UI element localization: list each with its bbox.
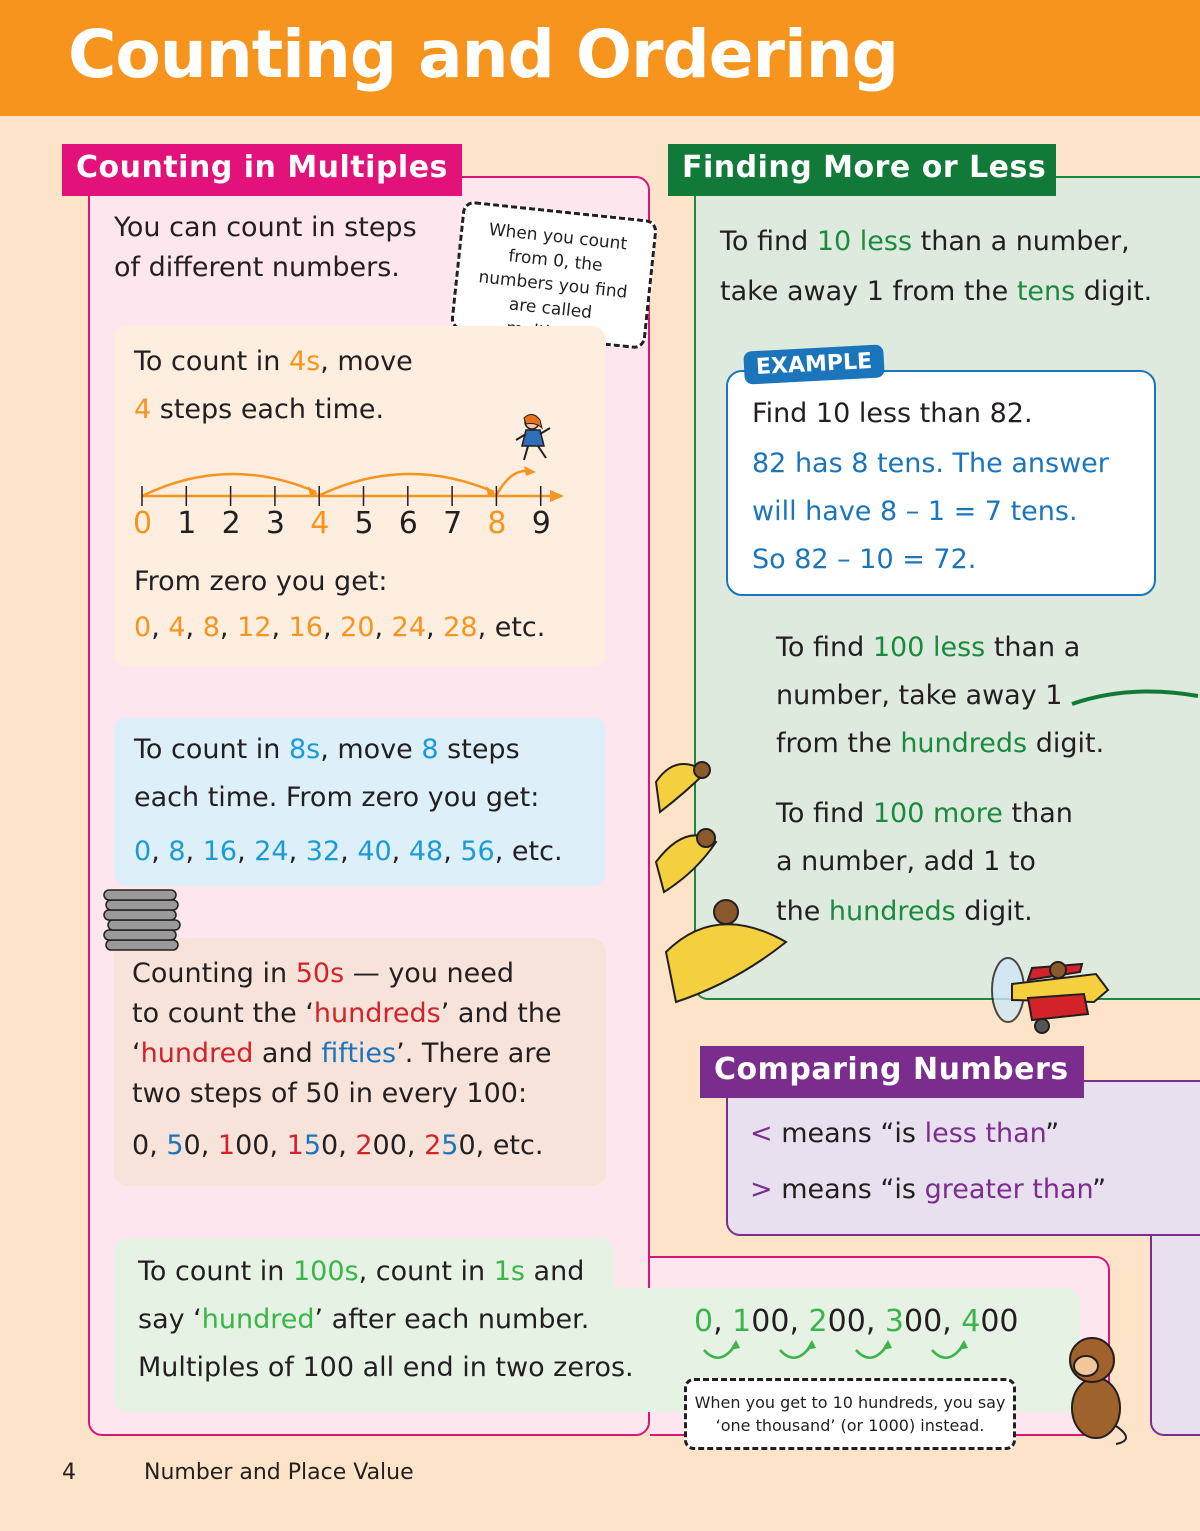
- hundreds-line-3: Multiples of 100 all end in two zeros.: [138, 1352, 634, 1383]
- sequence-separator: ,: [942, 1304, 962, 1339]
- compare-panel-extension: [1150, 1236, 1200, 1436]
- number-line-label: 1: [177, 506, 197, 541]
- hundred-more-line-1: To find 100 more than: [776, 798, 1073, 829]
- number-line-label: 9: [531, 506, 551, 541]
- multiples-note: When you count from 0, the numbers you find are called: [450, 200, 659, 350]
- section-tab-compare: Comparing Numbers: [700, 1046, 1084, 1098]
- fours-multiple: 16: [288, 612, 323, 643]
- fifties-line-4: two steps of 50 in every 100:: [132, 1078, 528, 1109]
- number-line-label: 4: [310, 506, 330, 541]
- hundreds-multiple: 300: [884, 1304, 943, 1339]
- sequence-separator: ,: [426, 612, 444, 643]
- fifties-sequence: 0, 50, 100, 150, 200, 250, etc.: [132, 1130, 544, 1161]
- fours-line-1: To count in 4s, move: [134, 346, 413, 377]
- fours-multiple: 0: [134, 612, 152, 643]
- fifties-multiple: 200: [355, 1130, 407, 1161]
- eights-multiple: 0: [134, 836, 152, 867]
- thousand-note: When you get to 10 hundreds, you say ‘one thousand’ (or 1000) instead.: [684, 1378, 1016, 1450]
- fifties-line-1: Counting in 50s — you need: [132, 958, 514, 989]
- multiples-intro: You can count in steps of different numbers.: [114, 212, 417, 283]
- sequence-separator: ,: [288, 836, 306, 867]
- sequence-separator: ,: [374, 612, 392, 643]
- sequence-separator: ,: [340, 836, 358, 867]
- monkey-banana-icon: [646, 752, 796, 1022]
- section-tab-multiples: Counting in Multiples: [62, 144, 462, 196]
- sequence-separator: ,: [477, 612, 495, 643]
- jump-arc-2: [318, 474, 494, 496]
- hundreds-line-1: To count in 100s, count in 1s and: [138, 1256, 585, 1287]
- hundreds-line-2: say ‘hundred’ after each number.: [138, 1304, 590, 1335]
- girl-jumping-icon: [514, 412, 554, 468]
- fifties-multiple: 100: [217, 1130, 270, 1161]
- eights-multiple: 24: [254, 836, 289, 867]
- example-line-3: will have 8 – 1 = 7 tens.: [752, 496, 1078, 527]
- number-line-label: 6: [398, 506, 418, 541]
- fours-multiple: 20: [340, 612, 375, 643]
- hundred-less-line-2: number, take away 1: [776, 680, 1063, 711]
- example-line-2: 82 has 8 tens. The answer: [752, 448, 1109, 479]
- example-line-4: So 82 – 10 = 72.: [752, 544, 977, 575]
- fours-multiple: 24: [391, 612, 427, 643]
- number-line-label: 5: [354, 506, 374, 541]
- hundreds-multiple: 0: [694, 1304, 714, 1339]
- sequence-separator: ,: [269, 1130, 287, 1161]
- sequence-separator: ,: [271, 612, 289, 643]
- section-tab-more-less: Finding More or Less: [668, 144, 1056, 196]
- fifties-multiple: 50: [166, 1130, 201, 1161]
- fifties-multiple: 250: [424, 1130, 476, 1161]
- coin-stack-icon: [100, 888, 184, 958]
- eights-multiple: 32: [305, 836, 341, 867]
- example-line-1: Find 10 less than 82.: [752, 398, 1033, 429]
- sequence-separator: ,: [185, 836, 203, 867]
- fours-sequence: 0, 4, 8, 12, 16, 20, 24, 28, etc.: [134, 612, 546, 643]
- sequence-separator: ,: [713, 1304, 733, 1339]
- eights-line-2: each time. From zero you get:: [134, 782, 540, 813]
- sequence-separator: ,: [391, 836, 409, 867]
- fours-multiple: 8: [202, 612, 220, 643]
- page-title: Counting and Ordering: [68, 16, 898, 93]
- greater-than-line: > means “is greater than”: [750, 1174, 1107, 1205]
- number-line-label: 8: [487, 506, 507, 541]
- sequence-separator: ,: [406, 1130, 425, 1161]
- eights-line-1: To count in 8s, move 8 steps: [134, 734, 520, 765]
- fours-multiple: 4: [168, 612, 186, 643]
- number-line-label: 7: [443, 506, 463, 541]
- hundred-more-line-3: the hundreds digit.: [776, 896, 1033, 927]
- eights-multiple: 48: [408, 836, 444, 867]
- ten-less-line-2: take away 1 from the tens digit.: [720, 276, 1153, 307]
- number-line-label: 2: [221, 506, 241, 541]
- sequence-separator: ,: [237, 836, 255, 867]
- hundred-less-line-3: from the hundreds digit.: [776, 728, 1105, 759]
- monkey-sitting-icon: [1056, 1330, 1140, 1446]
- eights-sequence: 0, 8, 16, 24, 32, 40, 48, 56, etc.: [134, 836, 563, 867]
- fours-line-2: 4 steps each time.: [134, 394, 385, 425]
- jump-arc-1: [142, 474, 316, 496]
- eights-multiple: 40: [357, 836, 392, 867]
- page-number: 4: [62, 1460, 76, 1485]
- eights-multiple: 8: [168, 836, 186, 867]
- sequence-separator: ,: [494, 836, 512, 867]
- sequence-separator: ,: [149, 1130, 167, 1161]
- example-tag: EXAMPLE: [743, 344, 885, 384]
- hundred-less-line-1: To find 100 less than a: [776, 632, 1081, 663]
- ten-less-line-1: To find 10 less than a number,: [720, 226, 1130, 257]
- sequence-separator: ,: [185, 612, 203, 643]
- number-line-label: 3: [265, 506, 285, 541]
- compare-panel: [726, 1080, 1200, 1236]
- hundreds-multiple: 400: [961, 1304, 1019, 1339]
- sequence-separator: ,: [443, 836, 461, 867]
- footer-section-title: Number and Place Value: [144, 1460, 414, 1485]
- sequence-separator: ,: [151, 612, 169, 643]
- fifties-line-3: ‘hundred and fifties’. There are: [132, 1038, 552, 1069]
- eights-multiple: 16: [202, 836, 238, 867]
- fifties-multiple: 150: [286, 1130, 339, 1161]
- hundreds-multiple: 200: [808, 1304, 866, 1339]
- sequence-separator: ,: [200, 1130, 218, 1161]
- hundreds-multiple: 100: [732, 1304, 790, 1339]
- fifties-multiple: 0: [132, 1130, 150, 1161]
- fours-multiple: 28: [443, 612, 478, 643]
- hundreds-sequence: [694, 1304, 1019, 1339]
- sequence-separator: ,: [475, 1130, 493, 1161]
- fours-from-zero: From zero you get:: [134, 566, 388, 597]
- fours-multiple: 12: [237, 612, 272, 643]
- eights-multiple: 56: [460, 836, 495, 867]
- hundred-more-line-2: a number, add 1 to: [776, 846, 1036, 877]
- monkey-plane-icon: [988, 940, 1118, 1036]
- sequence-separator: ,: [219, 612, 238, 643]
- fifties-line-2: to count the ‘hundreds’ and the: [132, 998, 562, 1029]
- rope-line-icon: [1070, 684, 1200, 714]
- number-line-label: 0: [133, 506, 153, 541]
- hundreds-jump-arrows: [696, 1338, 986, 1368]
- less-than-line: < means “is less than”: [750, 1118, 1060, 1149]
- sequence-separator: ,: [865, 1304, 885, 1339]
- sequence-separator: ,: [789, 1304, 809, 1339]
- sequence-separator: ,: [151, 836, 169, 867]
- sequence-separator: ,: [338, 1130, 356, 1161]
- sequence-separator: ,: [322, 612, 341, 643]
